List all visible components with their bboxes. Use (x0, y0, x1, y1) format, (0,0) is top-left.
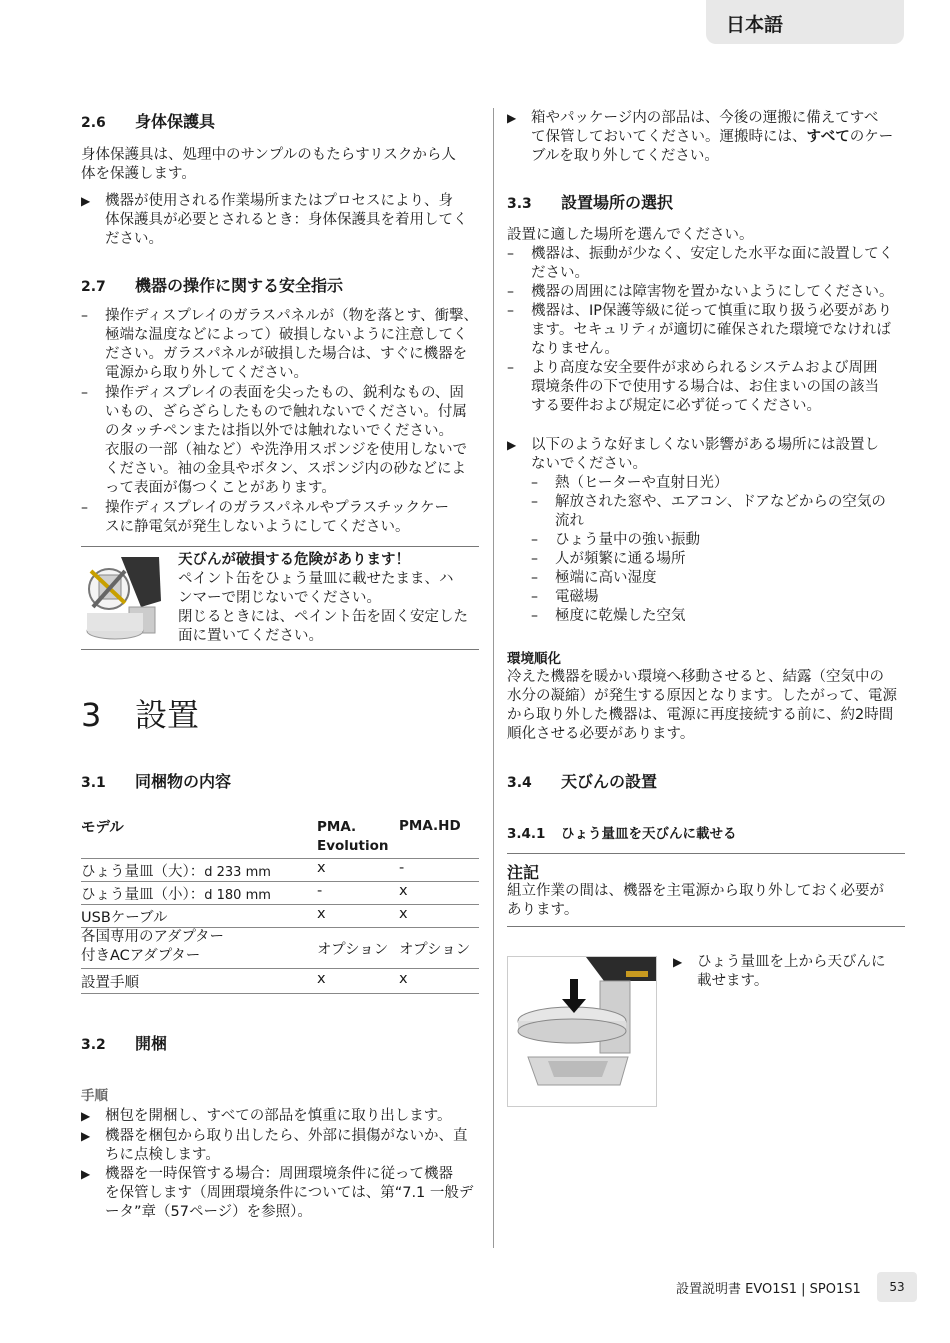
section-3-1-heading: 3.1 同梱物の内容 (81, 772, 232, 791)
acclimatization-heading: 環境順化 (507, 651, 561, 667)
procedure-label: 手順 (81, 1088, 108, 1104)
avoid-locations-bullet: ▶ 以下のような好ましくない影響がある場所には設置し ないでください。 (507, 437, 879, 472)
triangle-bullet-icon: ▶ (81, 1129, 91, 1143)
page-number: 53 (877, 1272, 917, 1302)
language-tab (706, 0, 904, 44)
avoid-sub-3: – ひょう量中の強い振動 (531, 532, 700, 548)
section-3-3-intro: 設置に適した場所を選んでください。 (507, 227, 754, 243)
triangle-bullet-icon: ▶ (81, 194, 91, 208)
location-item-3: – 機器は、IP保護等級に従って慎重に取り扱う必要があり ます。セキュリティが適切に確保された環境でなければ なりません。 (507, 303, 893, 357)
notice-title: 注記 (507, 863, 540, 882)
section-3-2-heading: 3.2 開梱 (81, 1034, 168, 1053)
section-2-6-bullet: ▶ 機器が使用される作業場所またはプロセスにより、身 体保護具が必要とされるとき：身体保護具を着用してく ださい。 (81, 193, 468, 247)
unpack-step-3: ▶ 機器を一時保管する場合：周囲環境条件に従って機器 を保管します（周囲環境条件については、第“7.1 一般デ ータ”章（57ページ）を参照）。 (81, 1166, 474, 1220)
warning-text: 天びんが破損する危険があります！ ペイント缶をひょう量皿に載せたまま、ハ ンマーで閉じないでください。 閉じるときには、ペイント缶を固く安定した 面に置いてください。 (178, 552, 468, 644)
acclimatization-text: 冷えた機器を暖かい環境へ移動させると、結露（空気中の 水分の凝縮）が発生する原因となります。したがって、電源 から取り外した機器は、電源に再度接続する前に、約2時間 順化させる必要があります。 (507, 669, 898, 742)
warning-illustration (81, 551, 165, 646)
triangle-bullet-icon: ▶ (673, 955, 683, 969)
warning-bottom-rule (81, 649, 479, 650)
table-row: ひょう量皿（大）：d 233 mm x - (81, 859, 479, 882)
chapter-3-heading: 3 設置 (81, 696, 200, 734)
install-pan-step: ▶ ひょう量皿を上から天びんに 載せます。 (673, 954, 886, 989)
table-row: USBケーブル x x (81, 905, 479, 928)
section-2-7-heading: 2.7 機器の操作に関する安全指示 (81, 276, 344, 295)
avoid-sub-4: – 人が頻繁に通る場所 (531, 551, 686, 567)
section-2-6-heading: 2.6 身体保護具 (81, 112, 216, 131)
avoid-sub-2: – 解放された窓や、エアコン、ドアなどからの空気の 流れ (531, 494, 886, 529)
table-row: 設置手順 x x (81, 969, 479, 994)
section-2-7-item-1: – 操作ディスプレイのガラスパネルが（物を落とす、衝撃、 極端な温度などによって）破損しないように注意してく ださい。ガラスパネルが破損した場合は、すぐに機器を 電源から取り外してください。 (81, 308, 478, 381)
section-3-4-heading: 3.4 天びんの設置 (507, 772, 658, 791)
section-2-7-item-3: – 操作ディスプレイのガラスパネルやプラスチックケー スに静電気が発生しないようにしてください。 (81, 500, 449, 535)
avoid-sub-1: – 熱（ヒーターや直射日光） (531, 475, 729, 491)
location-item-2: – 機器の周囲には障害物を置かないようにしてください。 (507, 284, 894, 300)
triangle-bullet-icon: ▶ (507, 438, 517, 452)
location-item-4: – より高度な安全要件が求められるシステムおよび周囲 環境条件の下で使用する場合は、お住まいの国の該当 する要件および規定に必ず従ってください。 (507, 360, 879, 414)
table-row: ひょう量皿（小）：d 180 mm - x (81, 882, 479, 905)
triangle-bullet-icon: ▶ (507, 111, 517, 125)
contents-table-header: モデル PMA. Evolution PMA.HD (81, 816, 479, 859)
storage-bullet: ▶ 箱やパッケージ内の部品は、今後の運搬に備えてすべ て保管しておいてください。運搬時には、すべてのケー ブルを取り外してください。 (507, 110, 894, 164)
triangle-bullet-icon: ▶ (81, 1109, 91, 1123)
warning-top-rule (81, 546, 479, 547)
table-row: 各国専用のアダプター 付きACアダプター オプション オプション (81, 928, 479, 969)
column-divider (493, 108, 494, 1248)
triangle-bullet-icon: ▶ (81, 1167, 91, 1181)
balance-illustration (507, 956, 657, 1107)
section-2-7-item-2: – 操作ディスプレイの表面を尖ったもの、鋭利なもの、固 いもの、ざらざらしたもので触れないでください。付属 のタッチペンまたは指以外では触れないでください。 衣服の一部（袖など）や洗浄用スポンジを使用しないで ください。袖の金具やボタン、スポンジ内の砂などによ って表面が傷つくことがあります。 (81, 385, 468, 496)
avoid-sub-5: – 極端に高い湿度 (531, 570, 657, 586)
section-3-4-1-heading: 3.4.1 ひょう量皿を天びんに載せる (507, 826, 737, 842)
language-label: 日本語 (726, 14, 784, 36)
footer-document: 設置説明書 EVO1S1 | SPO1S1 (676, 1282, 861, 1297)
avoid-sub-7: – 極度に乾燥した空気 (531, 608, 686, 624)
notice-text: 組立作業の間は、機器を主電源から取り外しておく必要が あります。 (507, 883, 884, 918)
unpack-step-1: ▶ 梱包を開梱し、すべての部品を慎重に取り出します。 (81, 1108, 452, 1124)
section-3-3-heading: 3.3 設置場所の選択 (507, 193, 674, 212)
location-item-1: – 機器は、振動が少なく、安定した水平な面に設置してく ださい。 (507, 246, 894, 281)
notice-top-rule (507, 853, 905, 854)
section-2-6-intro: 身体保護具は、処理中のサンプルのもたらすリスクから人 体を保護します。 (81, 147, 456, 182)
unpack-step-2: ▶ 機器を梱包から取り出したら、外部に損傷がないか、直 ちに点検します。 (81, 1128, 468, 1163)
avoid-sub-6: – 電磁場 (531, 589, 599, 605)
notice-bottom-rule (507, 926, 905, 927)
